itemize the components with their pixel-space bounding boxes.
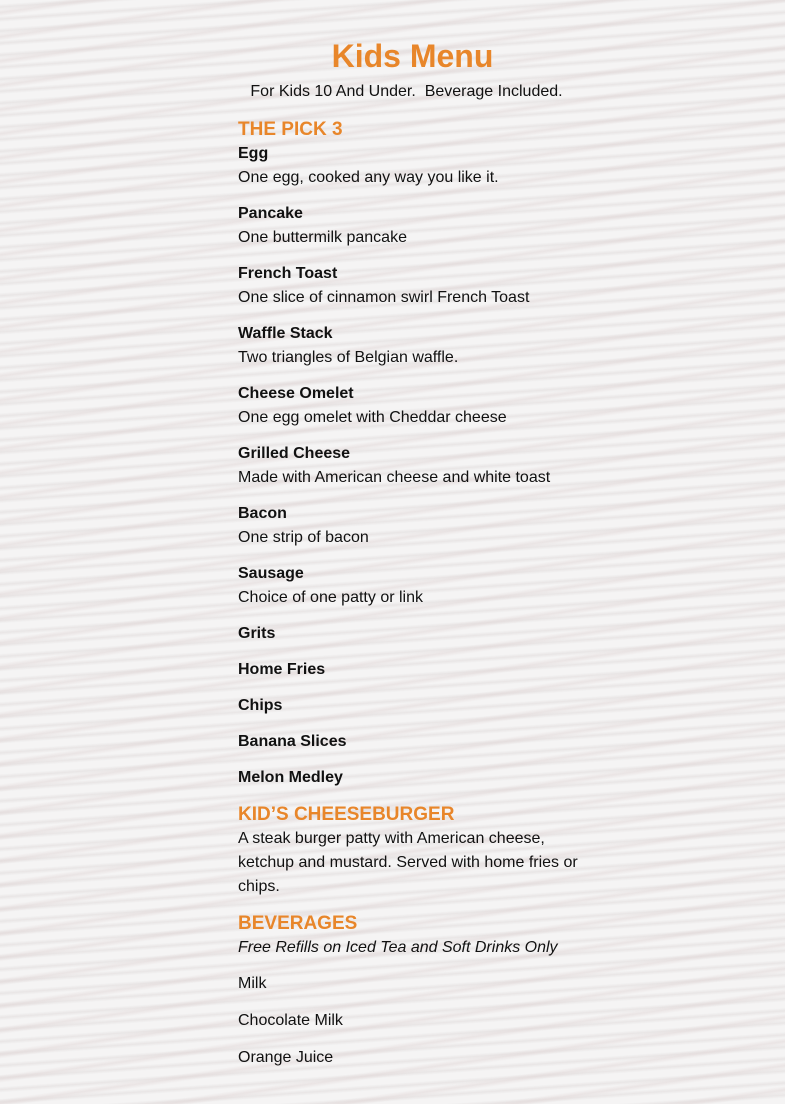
menu-item (238, 262, 618, 310)
beverage-item: Chocolate Milk (238, 1012, 343, 1029)
menu-item-description: Made with American cheese and white toast (238, 469, 551, 486)
menu-item (238, 694, 618, 718)
menu-item (238, 142, 618, 190)
page-title: Kids Menu (331, 38, 494, 74)
cheeseburger-description: A steak burger patty with American cheese, ketchup and mustard. Served with home fries or chips. (238, 830, 578, 895)
beverages-heading: BEVERAGES (238, 913, 358, 934)
menu-item-name: Chips (238, 697, 283, 714)
menu-item-name: Grilled Cheese (238, 445, 351, 462)
beverages-section (238, 912, 618, 1070)
beverages-refill-note: Free Refills on Iced Tea and Soft Drinks Only (238, 939, 558, 956)
menu-item (238, 322, 618, 370)
menu-item-name: Pancake (238, 205, 303, 222)
menu-item-name: Banana Slices (238, 733, 347, 750)
menu-item (238, 562, 618, 610)
page-subtitle: For Kids 10 And Under. Beverage Included. (250, 83, 563, 100)
beverages-list (238, 972, 618, 1070)
menu-item-description: One strip of bacon (238, 529, 369, 546)
menu-item-description: Two triangles of Belgian waffle. (238, 349, 459, 366)
cheeseburger-section (238, 803, 618, 899)
menu-content (238, 118, 618, 1083)
menu-item-name: Melon Medley (238, 769, 343, 786)
menu-item-name: French Toast (238, 265, 338, 282)
menu-item-name: Waffle Stack (238, 325, 333, 342)
menu-item-name: Home Fries (238, 661, 326, 678)
menu-item (238, 622, 618, 646)
menu-item (238, 442, 618, 490)
menu-item (238, 202, 618, 250)
beverage-item: Milk (238, 975, 267, 992)
menu-item-description: One slice of cinnamon swirl French Toast (238, 289, 530, 306)
menu-item-name: Grits (238, 625, 276, 642)
menu-item-name: Egg (238, 145, 269, 162)
pick3-section (238, 118, 618, 790)
pick3-list (238, 142, 618, 790)
menu-item (238, 658, 618, 682)
menu-item-name: Sausage (238, 565, 304, 582)
beverage-item: Orange Juice (238, 1049, 334, 1066)
menu-item (238, 502, 618, 550)
menu-item-description: One egg omelet with Cheddar cheese (238, 409, 507, 426)
menu-item (238, 730, 618, 754)
menu-item-name: Bacon (238, 505, 287, 522)
menu-item-description: One buttermilk pancake (238, 229, 407, 246)
cheeseburger-heading: KID’S CHEESEBURGER (238, 804, 455, 825)
menu-item-name: Cheese Omelet (238, 385, 354, 402)
menu-item (238, 766, 618, 790)
menu-item-description: One egg, cooked any way you like it. (238, 169, 499, 186)
menu-item (238, 382, 618, 430)
pick3-heading: THE PICK 3 (238, 119, 343, 140)
menu-item-description: Choice of one patty or link (238, 589, 423, 606)
